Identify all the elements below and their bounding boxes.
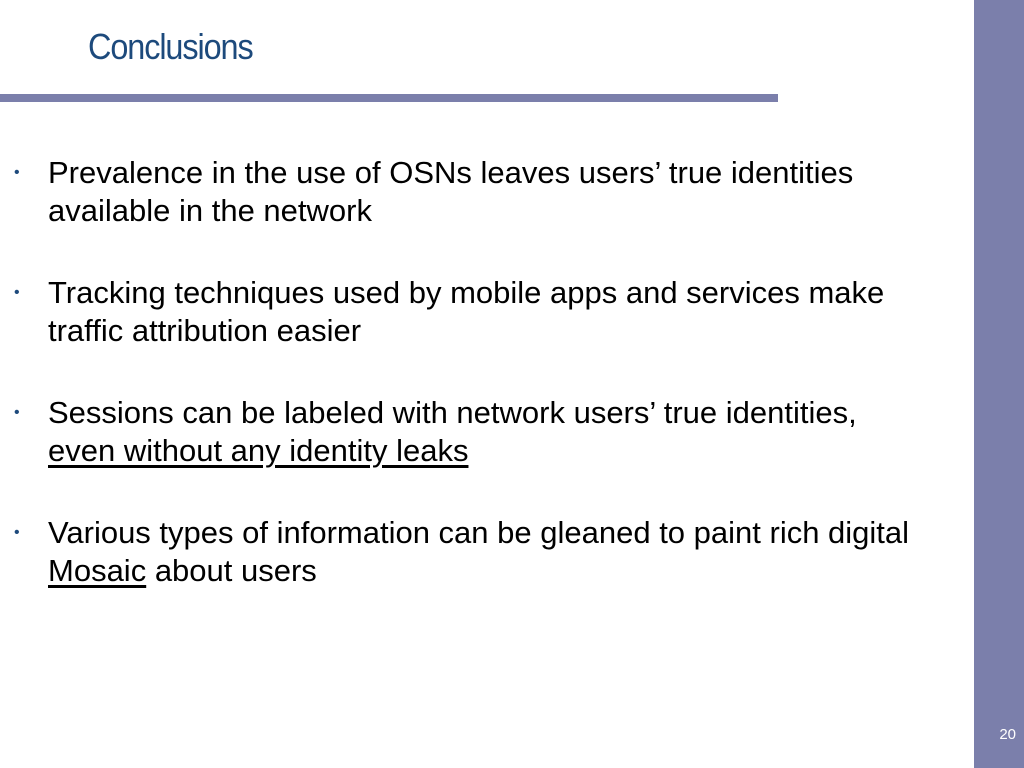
right-side-bar: [974, 0, 1024, 768]
bullet-icon: •: [14, 404, 20, 421]
bullet-text: Sessions can be labeled with network users’ true identities,: [48, 395, 857, 430]
title-underline-bar: [0, 94, 778, 102]
bullet-underlined-text: even without any identity leaks: [48, 433, 469, 468]
bullet-icon: •: [14, 164, 20, 181]
page-number: 20: [999, 726, 1016, 743]
bullet-text: Tracking techniques used by mobile apps and services make traffic attribution easier: [48, 275, 885, 348]
bullet-list: [14, 154, 914, 634]
bullet-icon: •: [14, 284, 20, 301]
bullet-icon: •: [14, 524, 20, 541]
bullet-item: [14, 514, 914, 590]
bullet-underlined-text: Mosaic: [48, 553, 147, 588]
bullet-text: Various types of information can be gleaned to paint rich digital: [48, 515, 910, 550]
bullet-item: [14, 394, 914, 470]
bullet-text: Prevalence in the use of OSNs leaves users’ true identities available in the network: [48, 155, 854, 228]
bullet-item: [14, 274, 914, 350]
bullet-text-tail: about users: [146, 553, 317, 588]
slide-title: Conclusions: [88, 26, 253, 67]
bullet-item: [14, 154, 914, 230]
